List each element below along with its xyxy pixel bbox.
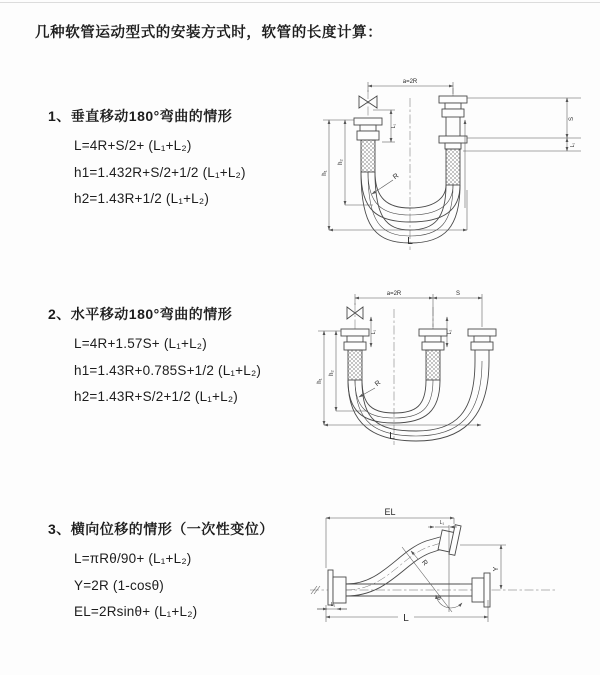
- formula-line: h1=1.43R+0.785S+1/2 (L₁+L₂): [74, 362, 262, 378]
- formula-line: L=πRθ/90+ (L₁+L₂): [74, 551, 192, 566]
- dim-label-l1-bottom: L₁: [330, 602, 336, 608]
- section-heading: 1、垂直移动180°弯曲的情形: [48, 108, 233, 124]
- right-connector-lower: [472, 573, 490, 607]
- hose-braid: [426, 350, 440, 380]
- dim-label-h1: h₁: [322, 170, 328, 176]
- formula-line: h1=1.432R+S/2+1/2 (L₁+L₂): [74, 164, 246, 180]
- page-title: 几种软管运动型式的安装方式时，软管的长度计算：: [35, 25, 383, 41]
- dim-label-l1-left: L₁: [391, 123, 397, 129]
- dim-label-a2r: a=2R: [386, 291, 402, 297]
- section-horizontal-180: [35, 305, 325, 411]
- left-connector: [328, 570, 346, 605]
- diagram-vertical-180: [315, 70, 595, 260]
- hose-braid: [348, 350, 362, 380]
- dimensions: [317, 291, 482, 442]
- right-connector-upper: [438, 525, 461, 556]
- dim-label-r: R: [373, 379, 383, 389]
- dim-label-h1: h₁: [317, 378, 323, 384]
- dim-label-l: L: [407, 236, 413, 247]
- diagram-lateral-displacement: [302, 505, 600, 653]
- middle-connector: [419, 329, 447, 380]
- dim-label-l1-top: L₁: [439, 520, 445, 526]
- left-connector: [354, 118, 382, 172]
- formula-line: L=4R+S/2+ (L₁+L₂): [74, 138, 192, 153]
- dim-label-l: L: [403, 613, 409, 624]
- right-connector-moved: [468, 329, 496, 361]
- section-heading: 3、横向位移的情形（一次性变位）: [48, 521, 274, 537]
- section-lateral-displacement: [35, 520, 325, 626]
- hose-curves: [348, 361, 489, 441]
- dim-label-r: R: [419, 558, 429, 568]
- dim-label-s: S: [569, 116, 575, 122]
- formula-line: Y=2R (1-cosθ): [74, 577, 165, 593]
- dim-label-l2: L₂: [447, 329, 453, 335]
- right-connector: [439, 96, 467, 185]
- dim-label-h2: h₂: [329, 370, 335, 376]
- section-vertical-180: [35, 107, 325, 213]
- dimensions: [317, 507, 506, 624]
- formula-line: h2=1.43R+1/2 (L₁+L₂): [74, 191, 210, 206]
- hose-curves: [361, 172, 460, 243]
- dim-label-s: S: [455, 291, 461, 297]
- dim-label-l: L: [389, 431, 395, 442]
- dim-label-r: R: [392, 172, 401, 182]
- hose-braid: [446, 149, 460, 185]
- dim-label-h2: h₂: [338, 159, 344, 165]
- dim-label-el: EL: [384, 507, 396, 517]
- dim-label-theta: θ: [437, 596, 441, 602]
- page-top-rule: [0, 2, 600, 3]
- formula-line: h2=1.43R+S/2+1/2 (L₁+L₂): [74, 389, 238, 404]
- dim-label-l1: L₁: [371, 329, 377, 335]
- formula-line: L=4R+1.57S+ (L₁+L₂): [74, 336, 207, 351]
- dim-label-a2r: a=2R: [402, 79, 418, 85]
- section-heading: 2、水平移动180°弯曲的情形: [48, 306, 233, 322]
- formula-line: EL=2Rsinθ+ (L₁+L₂): [74, 604, 198, 619]
- hose-displaced-position: [346, 537, 442, 596]
- left-connector: [341, 329, 369, 380]
- diagram-horizontal-180: [312, 283, 600, 461]
- hose-braid: [361, 140, 375, 172]
- dim-label-l1-right: L₁: [570, 142, 576, 148]
- dim-label-y: Y: [493, 566, 500, 572]
